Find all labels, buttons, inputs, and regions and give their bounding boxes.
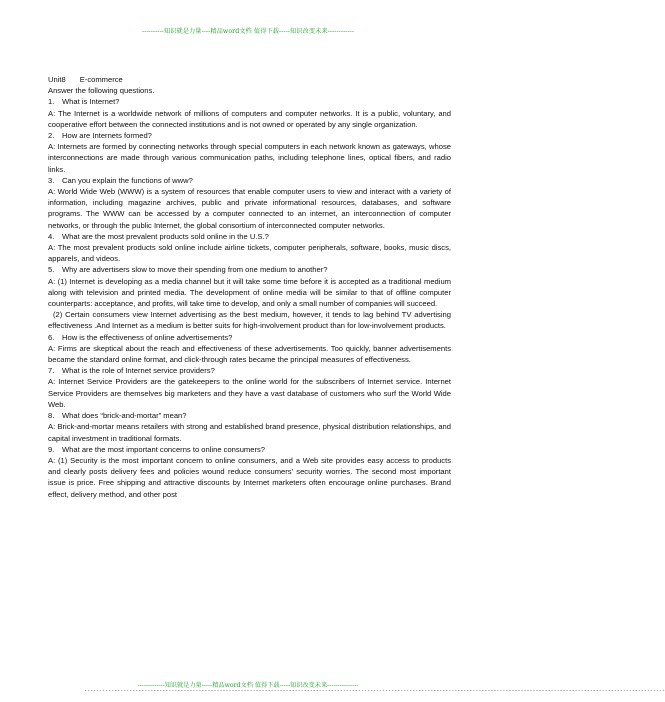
unit-title	[48, 74, 451, 85]
answer-paragraph: A: The most prevalent products sold online include airline tickets, computer peripherals, software, books, music discs, apparels, and videos.	[48, 243, 451, 264]
footer-banner: -------------知识就是力量-----精品word文档 值得下载-----知识改变未来---------------	[137, 682, 359, 689]
question-number: 9.	[48, 444, 55, 454]
qa-list	[48, 96, 451, 499]
question-text: Can you explain the functions of www?	[62, 175, 193, 185]
question-number: 4.	[48, 231, 55, 241]
question	[48, 130, 451, 141]
question	[48, 175, 451, 186]
question-number: 7.	[48, 366, 55, 376]
answer-paragraph: A: The Internet is a worldwide network of millions of computers and computer networks. It is a public, voluntary, and cooperative effort between the connected institutions and is not owned or operated by any single organization.	[48, 108, 451, 129]
question-text: How are Internets formed?	[62, 131, 152, 141]
question-text: How is the effectiveness of online advertisements?	[62, 332, 233, 342]
question-number: 6.	[48, 332, 55, 342]
question-text: What is the role of Internet service providers?	[62, 366, 215, 376]
question-text: What is Internet?	[62, 97, 120, 107]
answer-paragraph: A: (1) Internet is developing as a media channel but it will take some time before it is accepted as a traditional medium along with television and printed media. The development of online media will be similar to that of offline computer counterparts: acceptance, and profits, will take time to develop, and only a small number of companies will succeed.	[48, 276, 451, 309]
question-number: 1.	[48, 97, 55, 107]
question	[48, 231, 451, 242]
instruction: Answer the following questions.	[48, 86, 155, 96]
question-text: What does “brick-and-mortar” mean?	[62, 411, 187, 421]
document-body	[48, 74, 451, 500]
question	[48, 96, 451, 107]
question	[48, 444, 451, 455]
unit-topic: E-commerce	[79, 75, 123, 84]
question-text: What are the most prevalent products sold online in the U.S.?	[62, 231, 269, 241]
answer-paragraph: A: World Wide Web (WWW) is a system of resources that enable computer users to view and interact with a variety of information, including magazine archives, public and private informational resources, databases, and software programs. The WWW can be accessed by a computer connected to an internet, an interconnection of computer networks, or through the public Internet, the global consortium of interconnected computer networks.	[48, 187, 451, 230]
footer-rule: -------------------------------------------------------------------------------------------------------------------------------------------------------------------------------------------------	[84, 688, 665, 694]
answer-paragraph: A: Internet Service Providers are the gatekeepers to the online world for the subscribers of Internet service. Internet Service Providers are themselves big marketers and they have a vast database of customers who surf the World Wide Web.	[48, 377, 451, 409]
question-text: Why are advertisers slow to move their spending from one medium to another?	[62, 265, 328, 275]
unit-number: Unit8	[48, 75, 66, 84]
answer-paragraph: (2) Certain consumers view Internet advertising as the best medium, however, it tends to lag behind TV advertising effectiveness .And Internet as a medium is better suits for high-involvement product than for low-involvement products.	[48, 310, 451, 331]
answer-paragraph: A: Internets are formed by connecting networks through special computers in each network known as gateways, whose interconnections are made through various communication paths, including telephone lines, optical fibers, and radio links.	[48, 142, 451, 174]
header-banner: ----------知识就是力量----精品word文档 值得下载-----知识改变未来------------	[141, 28, 355, 35]
answer-paragraph: A: Firms are skeptical about the reach and effectiveness of these advertisements. Too quickly, banner advertisements became the standard online format, and click-through rates became the principal measures of effectiveness.	[48, 343, 451, 365]
answer-paragraph: A: Brick-and-mortar means retailers with strong and established brand presence, physical distribution relationships, and capital investment in traditional formats.	[48, 422, 451, 443]
answer-paragraph: A: (1) Security is the most important concern to online consumers, and a Web site provides easy access to products and clearly posts delivery fees and policies wound reduce consumers’ security worries. The second most important issue is price. Free shipping and attractive discounts by Internet marketers often encourage online purchases. Brand effect, delivery method, and other post	[48, 455, 451, 499]
question	[48, 410, 451, 421]
question-number: 5.	[48, 265, 55, 275]
question-text: What are the most important concerns to online consumers?	[62, 444, 266, 454]
question	[48, 332, 451, 343]
question	[48, 264, 451, 275]
question-number: 8.	[48, 411, 55, 421]
question-number: 3.	[48, 175, 55, 185]
question	[48, 365, 451, 376]
question-number: 2.	[48, 131, 55, 141]
